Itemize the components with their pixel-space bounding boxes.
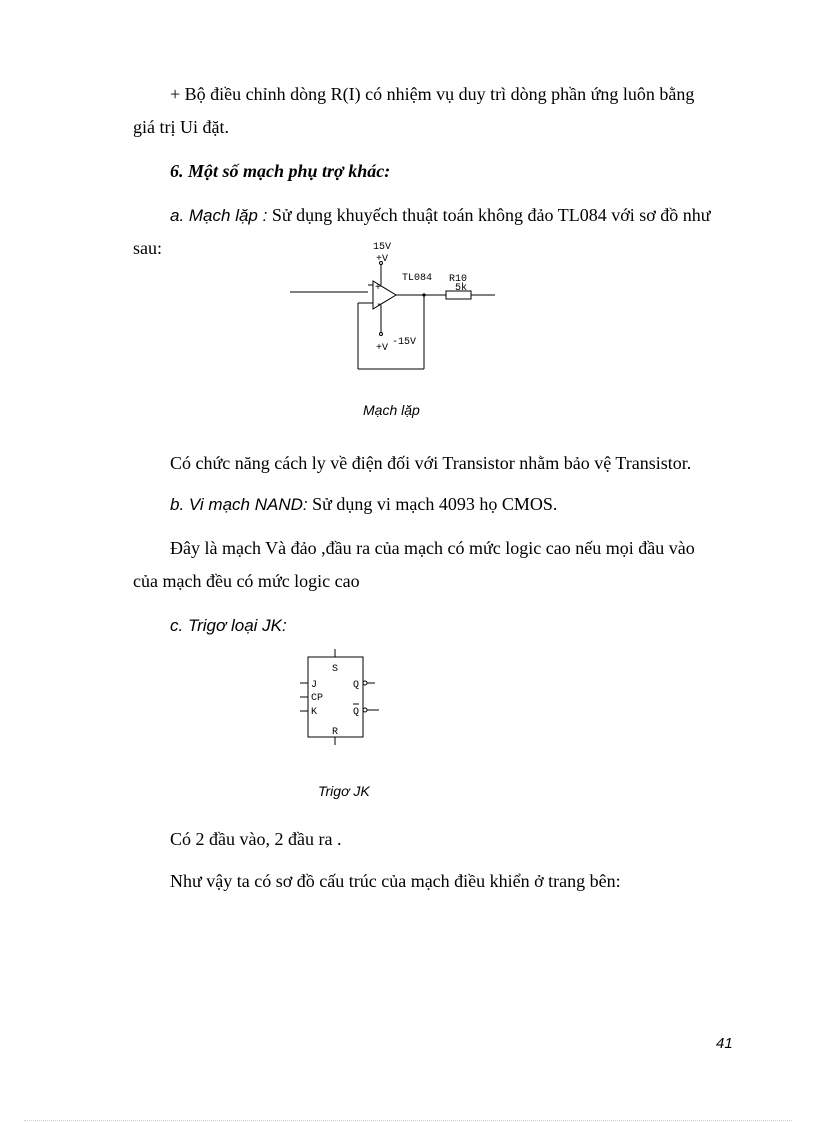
paragraph-line: Đây là mạch Và đảo ,đầu ra của mạch có mức logic cao nếu mọi đầu vào bbox=[170, 538, 695, 558]
section-c-line bbox=[170, 614, 287, 637]
section-a-line bbox=[170, 204, 711, 227]
supply-negative-label: -15V bbox=[392, 337, 417, 348]
supply-positive-label: 15V bbox=[373, 242, 392, 253]
supply-negative-symbol: +V bbox=[376, 343, 389, 354]
section-b-line bbox=[170, 493, 557, 516]
section-c-label: c. Trigơ loại JK: bbox=[170, 616, 287, 635]
jk-pin-q: Q bbox=[353, 680, 360, 691]
voltage-follower-circuit bbox=[285, 236, 505, 376]
supply-positive-symbol: +V bbox=[376, 254, 389, 265]
jk-flipflop-diagram bbox=[295, 647, 385, 747]
opamp-minus: - bbox=[376, 300, 383, 311]
paragraph-line: Có chức năng cách ly về điện đối với Transistor nhằm bảo vệ Transistor. bbox=[170, 453, 692, 473]
jk-pin-k: K bbox=[311, 707, 318, 718]
page-number: 41 bbox=[716, 1035, 733, 1052]
chip-label: TL084 bbox=[402, 273, 433, 284]
paragraph-line: + Bộ điều chỉnh dòng R(I) có nhiệm vụ duy trì dòng phần ứng luôn bằng bbox=[170, 84, 695, 104]
section-heading: 6. Một số mạch phụ trợ khác: bbox=[170, 161, 391, 181]
jk-pin-qbar: Q bbox=[353, 707, 360, 718]
resistor-value: 5k bbox=[455, 283, 468, 294]
opamp-plus: + bbox=[375, 283, 382, 294]
figure-caption: Mạch lặp bbox=[363, 402, 420, 418]
section-b-label: b. Vi mạch NAND: bbox=[170, 495, 308, 514]
resistor-label: R10 bbox=[449, 274, 468, 285]
paragraph-line: của mạch đều có mức logic cao bbox=[133, 571, 360, 591]
jk-pin-r: R bbox=[332, 727, 339, 738]
paragraph-line: giá trị Ui đặt. bbox=[133, 117, 229, 137]
section-a-text: Sử dụng khuyếch thuật toán không đảo TL084 với sơ đồ như bbox=[267, 205, 711, 225]
figure-caption: Trigơ JK bbox=[318, 783, 370, 799]
paragraph-line: Như vậy ta có sơ đồ cấu trúc của mạch điều khiển ở trang bên: bbox=[170, 871, 621, 891]
page-bottom-border bbox=[24, 1120, 792, 1121]
paragraph-line: Có 2 đầu vào, 2 đầu ra . bbox=[170, 829, 342, 849]
jk-pin-cp: CP bbox=[311, 693, 324, 704]
paragraph-line: sau: bbox=[133, 238, 162, 258]
jk-pin-j: J bbox=[311, 680, 318, 691]
section-a-label: a. Mạch lặp : bbox=[170, 206, 268, 225]
jk-pin-s: S bbox=[332, 664, 339, 675]
section-b-text: Sử dụng vi mạch 4093 họ CMOS. bbox=[307, 494, 558, 514]
